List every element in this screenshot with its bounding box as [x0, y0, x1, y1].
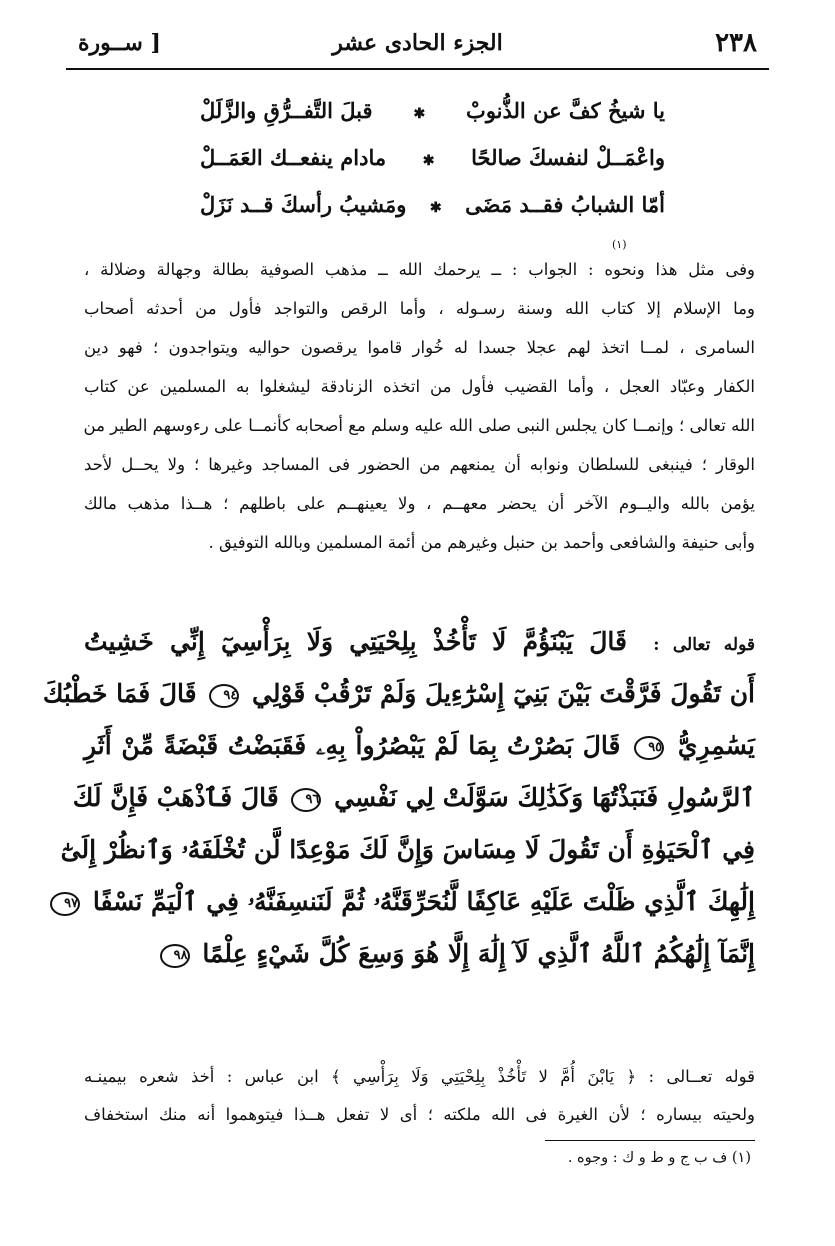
footnote: (١) ف ب ج و ط و ك : وجوه . — [567, 1150, 751, 1166]
prose-line: الله تعالى ؛ وإنمــا كان يجلس النبى صلى الله عليه وسلم مع أصحابه كأنمــا على رءوسهم الطير من — [83, 416, 755, 435]
quran-line — [84, 928, 755, 980]
quran-line — [84, 616, 755, 668]
quran-text: يَسَٰمِرِيُّ — [677, 731, 755, 760]
commentary-line: ولحيته بيساره ؛ لأن الغيرة فى الله ملكته ؛ أى لا تفعل هــذا فيتوهموا أنه منك استخفاف — [84, 1105, 755, 1124]
prose-line-text: وفى مثل هذا ونحوه : الجواب : ــ يرحمك الله ــ مذهب الصوفية بطالة وجهالة وضلالة ، — [84, 260, 755, 279]
quran-line — [42, 668, 755, 720]
quran-line — [84, 720, 755, 772]
quran-text: فِي ٱلْحَيَوٰةِ أَن تَقُولَ لَا مِسَاسَ وَإِنَّ لَكَ مَوْعِدًا لَّن تُخْلَفَهُۥ وَٱنظُرْ إِلَىٰٓ — [60, 835, 755, 864]
quran-text: قَالَ فَمَا خَطْبُكَ — [42, 679, 197, 708]
commentary-paragraph — [84, 1058, 755, 1134]
verse-first-hemistich: واعْمَــلْ لنفسكَ صالحًا — [471, 145, 665, 170]
verse-first-hemistich: أمّا الشبابُ فقــد مَضَى — [465, 192, 665, 217]
header-rule — [66, 68, 769, 70]
prose-line: وما الإسلام إلا كتاب الله وسنة رسـوله ، وأما الرقص والتواجد فأول من أحدثه أصحاب — [84, 299, 755, 318]
quran-text: إِنَّمَآ إِلَٰهُكُمُ ٱللَّهُ ٱلَّذِي لَآ إِلَٰهَ إِلَّا هُوَ وَسِعَ كُلَّ شَيْءٍ عِلْمًا — [202, 939, 755, 968]
quran-text: أَن تَقُولَ فَرَّقْتَ بَيْنَ بَنِيٓ إِسْرَٰٓءِيلَ وَلَمْ تَرْقُبْ قَوْلِي — [252, 679, 755, 708]
poem-verse — [200, 192, 665, 239]
ayah-number-icon: ٩٨ — [160, 944, 190, 968]
prose-line: السامرى ، لمــا اتخذ لهم عجلا جسدا له خُوار قاموا يرقصون حواليه ويتواجدون ؛ فهو دين — [84, 338, 755, 357]
poem-verse — [200, 98, 665, 145]
running-title: الجزء الحادى عشر — [332, 30, 503, 56]
verse-separator-icon: ✱ — [422, 153, 435, 169]
verse-second-hemistich: قبلَ التَّفــرُّقِ والزَّلَلْ — [200, 98, 373, 123]
verse-second-hemistich: ومَشيبُ رأسكَ قــد نَزَلْ — [200, 192, 407, 217]
prose-line — [84, 250, 755, 289]
poem-verse — [200, 145, 665, 192]
ayah-number-icon: ٩٥ — [634, 736, 664, 760]
quran-text: ٱلرَّسُولِ فَنَبَذْتُهَا وَكَذَٰلِكَ سَوَّلَتْ لِي نَفْسِي — [334, 783, 755, 812]
verse-second-hemistich: مادام ينفعــك العَمَــلْ — [200, 145, 387, 170]
poem — [200, 98, 665, 239]
verse-separator-icon: ✱ — [413, 106, 426, 122]
commentary-line: قوله تعــالى : ﴿ يَابْنَ أُمَّ لا تَأْخُذْ بِلِحْيَتِي وَلَا بِرَأْسِي ﴾ ابن عباس : أخذ شعره بيمينـه — [84, 1067, 755, 1086]
quran-line — [72, 772, 755, 824]
page-header — [70, 28, 765, 66]
quran-text: قَالَ يَبْنَؤُمَّ لَا تَأْخُذْ بِلِحْيَتِي وَلَا بِرَأْسِيٓ إِنِّي خَشِيتُ — [84, 627, 627, 656]
ayah-number-icon: ٩٧ — [50, 892, 80, 916]
prose-paragraph — [84, 250, 755, 562]
quran-text: قَالَ بَصُرْتُ بِمَا لَمْ يَبْصُرُواْ بِهِۦ فَقَبَضْتُ قَبْضَةً مِّنْ أَثَرِ — [84, 731, 621, 760]
quran-text: قَالَ فَٱذْهَبْ فَإِنَّ لَكَ — [72, 783, 279, 812]
surah-label: [ ســورة — [78, 30, 161, 56]
prose-line: الوقار ؛ فينبغى للسلطان ونوابه أن يمنعهم من الحضور فى المساجد وغيرها ؛ ولا يحــل لأحد — [84, 455, 755, 474]
page-number: ٢٣٨ — [715, 28, 757, 58]
prose-line: وأبى حنيفة والشافعى وأحمد بن حنبل وغيرهم من أئمة المسلمين وبالله التوفيق . — [208, 533, 755, 552]
prose-line: الكفار وعبّاد العجل ، وأما القضيب فأول من اتخذه الزنادقة ليشغلوا به المسلمين عن كتاب — [84, 377, 755, 396]
quran-block — [42, 616, 755, 980]
quran-intro: قوله تعالى : — [653, 635, 755, 655]
verse-separator-icon: ✱ — [429, 200, 442, 216]
quran-line — [64, 876, 755, 928]
ayah-number-icon: ٩٦ — [291, 788, 321, 812]
quran-text: إِلَٰهِكَ ٱلَّذِي ظَلْتَ عَلَيْهِ عَاكِفًا لَّنُحَرِّقَنَّهُۥ ثُمَّ لَنَنسِفَنَّهُۥ فِي ٱلْيَمِّ نَسْفًا — [92, 887, 755, 916]
ayah-number-icon: ٩٤ — [209, 684, 239, 708]
verse-first-hemistich: يا شيخُ كفَّ عن الذُّنوبْ — [466, 98, 665, 123]
footnote-rule — [545, 1140, 755, 1141]
footnote-marker: (١) — [612, 238, 627, 251]
quran-line — [60, 824, 755, 876]
prose-line: يؤمن بالله واليــوم الآخر أن يحضر معهــم ، ولا يعينهــم على باطلهم ؛ هــذا مذهب مالك — [84, 494, 755, 513]
